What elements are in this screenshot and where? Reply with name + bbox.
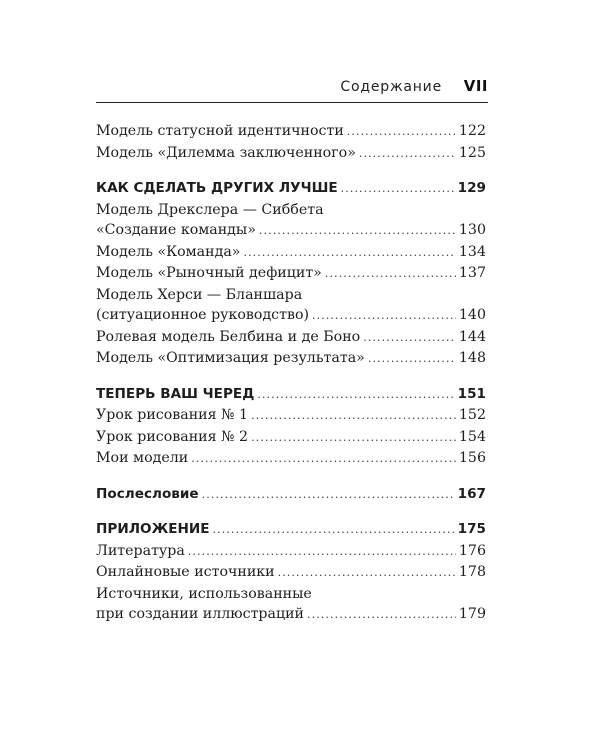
dot-leader xyxy=(251,406,456,427)
dot-leader xyxy=(359,144,456,165)
dot-leader xyxy=(312,306,456,327)
toc-entry xyxy=(96,562,486,584)
toc-entry xyxy=(96,541,486,563)
entry-page-number: 122 xyxy=(458,123,486,139)
dot-leader xyxy=(347,122,456,143)
entry-page-number: 179 xyxy=(458,606,486,622)
table-of-contents xyxy=(96,121,486,626)
dot-leader xyxy=(325,264,456,285)
section-heading xyxy=(96,519,486,541)
toc-group xyxy=(96,384,486,470)
entry-page-number: 167 xyxy=(457,485,486,502)
entry-page-number: 151 xyxy=(457,385,486,402)
dot-leader xyxy=(307,605,456,626)
toc-entry xyxy=(96,604,486,626)
toc-entry xyxy=(96,121,486,143)
entry-page-number: 130 xyxy=(458,222,486,238)
entry-title: Ролевая модель Белбина и де Боно xyxy=(96,328,361,345)
dot-leader xyxy=(202,485,455,506)
entry-title: Модель «Рыночный дефицит» xyxy=(96,265,322,281)
entry-title: Модель «Команда» xyxy=(96,243,241,260)
dot-leader xyxy=(191,449,456,470)
entry-title-line: Модель Херси — Бланшара xyxy=(96,286,303,303)
dot-leader xyxy=(257,385,454,406)
section-heading xyxy=(96,384,486,406)
toc-group xyxy=(96,178,486,370)
entry-page-number: 152 xyxy=(458,407,486,423)
entry-page-number: 134 xyxy=(458,243,486,260)
toc-group xyxy=(96,519,486,626)
dot-leader xyxy=(251,428,456,449)
entry-page-number: 156 xyxy=(458,450,486,466)
entry-page-number: 125 xyxy=(458,144,486,161)
dot-leader xyxy=(188,542,456,563)
entry-title: Онлайновые источники xyxy=(96,564,275,580)
entry-title: Урок рисования № 2 xyxy=(96,428,249,445)
toc-entry xyxy=(96,348,486,370)
entry-title: Литература xyxy=(96,542,185,559)
entry-title: Модель «Дилемма заключенного» xyxy=(96,144,356,161)
entry-title: ПРИЛОЖЕНИЕ xyxy=(96,521,210,537)
entry-title: КАК СДЕЛАТЬ ДРУГИХ ЛУЧШЕ xyxy=(96,180,338,196)
dot-leader xyxy=(341,179,455,200)
header-page-number: VII xyxy=(463,77,488,95)
toc-entry xyxy=(96,448,486,470)
entry-page-number: 176 xyxy=(458,542,486,559)
entry-page-number: 137 xyxy=(458,265,486,281)
entry-title: «Создание команды» xyxy=(96,222,256,238)
toc-entry xyxy=(96,263,486,285)
section-heading xyxy=(96,178,486,200)
entry-page-number: 140 xyxy=(458,307,486,323)
toc-entry xyxy=(96,242,486,264)
entry-title: Послесловие xyxy=(96,485,199,502)
toc-entry xyxy=(96,220,486,242)
toc-entry xyxy=(96,143,486,165)
entry-page-number: 175 xyxy=(457,521,486,537)
entry-title-line: Источники, использованные xyxy=(96,585,312,602)
entry-title: ТЕПЕРЬ ВАШ ЧЕРЕД xyxy=(96,385,255,402)
entry-page-number: 144 xyxy=(458,328,486,345)
entry-title: Мои модели xyxy=(96,450,189,466)
dot-leader xyxy=(278,563,456,584)
entry-title: (ситуационное руководство) xyxy=(96,307,310,323)
entry-page-number: 178 xyxy=(458,564,486,580)
entry-title: Урок рисования № 1 xyxy=(96,407,249,423)
entry-page-number: 148 xyxy=(458,350,486,366)
dot-leader xyxy=(243,243,455,264)
header-title: Содержание xyxy=(340,79,442,95)
dot-leader xyxy=(363,328,456,349)
toc-group xyxy=(96,484,486,506)
toc-entry xyxy=(96,305,486,327)
toc-entry xyxy=(96,405,486,427)
entry-title: Модель статусной идентичности xyxy=(96,123,344,139)
toc-group xyxy=(96,121,486,164)
entry-title-line: Модель Дрекслера — Сиббета xyxy=(96,201,324,218)
dot-leader xyxy=(213,520,455,541)
entry-page-number: 129 xyxy=(457,180,486,196)
section-heading xyxy=(96,484,486,506)
entry-title: при создании иллюстраций xyxy=(96,606,305,622)
toc-entry xyxy=(96,327,486,349)
entry-title: Модель «Оптимизация результата» xyxy=(96,350,365,366)
dot-leader xyxy=(368,349,456,370)
dot-leader xyxy=(259,221,456,242)
entry-page-number: 154 xyxy=(458,428,486,445)
running-header xyxy=(96,74,488,103)
toc-entry xyxy=(96,427,486,449)
